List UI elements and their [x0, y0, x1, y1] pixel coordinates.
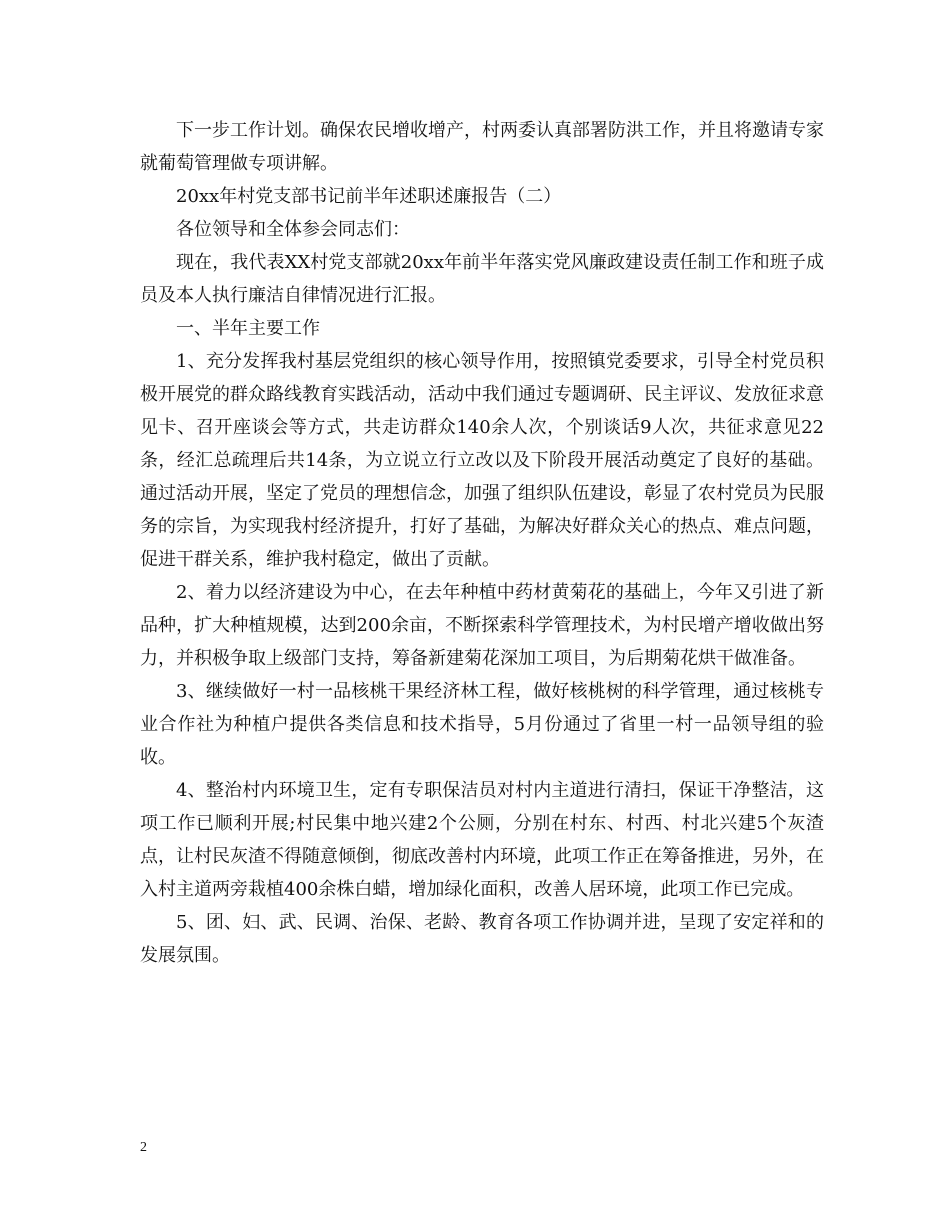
page-number: 2	[140, 1140, 147, 1155]
paragraph-item-4: 4、整治村内环境卫生，定有专职保洁员对村内主道进行清扫，保证干净整洁，这项工作已顺利开展;村民集中地兴建2个公厕，分别在村东、村西、村北兴建5个灰渣点，让村民灰渣不得随意倾倒，彻底改善村内环境，此项工作正在筹备推进，另外，在入村主道两旁栽植400余株白蜡，增加绿化面积，改善人居环境，此项工作已完成。	[140, 780, 824, 900]
paragraph-intro: 现在，我代表XX村党支部就20xx年前半年落实党风廉政建设责任制工作和班子成员及本人执行廉洁自律情况进行汇报。	[140, 252, 824, 306]
paragraph-item-2: 2、着力以经济建设为中心，在去年种植中药材黄菊花的基础上，今年又引进了新品种，扩大种植规模，达到200余亩，不断探索科学管理技术，为村民增产增收做出努力，并积极争取上级部门支持，筹备新建菊花深加工项目，为后期菊花烘干做准备。	[140, 582, 824, 669]
report-title: 20xx年村党支部书记前半年述职述廉报告（二）	[176, 186, 562, 207]
paragraph-item-5: 5、团、妇、武、民调、治保、老龄、教育各项工作协调并进，呈现了安定祥和的发展氛围。	[140, 912, 824, 966]
paragraph-continuation: 下一步工作计划。确保农民增收增产，村两委认真部署防洪工作，并且将邀请专家就葡萄管理做专项讲解。	[140, 120, 824, 174]
section-heading: 一、半年主要工作	[176, 318, 320, 339]
paragraph-item-1: 1、充分发挥我村基层党组织的核心领导作用，按照镇党委要求，引导全村党员积极开展党的群众路线教育实践活动，活动中我们通过专题调研、民主评议、发放征求意见卡、召开座谈会等方式，共走访群众140余人次，个别谈话9人次，共征求意见22条，经汇总疏理后共14条，为立说立行立改以及下阶段开展活动奠定了良好的基础。通过活动开展，坚定了党员的理想信念，加强了组织队伍建设，彰显了农村党员为民服务的宗旨，为实现我村经济提升，打好了基础，为解决好群众关心的热点、难点问题，促进干群关系，维护我村稳定，做出了贡献。	[140, 351, 824, 570]
document-body	[140, 114, 824, 972]
salutation: 各位领导和全体参会同志们：	[176, 219, 410, 240]
paragraph-item-3: 3、继续做好一村一品核桃干果经济林工程，做好核桃树的科学管理，通过核桃专业合作社为种植户提供各类信息和技术指导，5月份通过了省里一村一品领导组的验收。	[140, 681, 824, 768]
